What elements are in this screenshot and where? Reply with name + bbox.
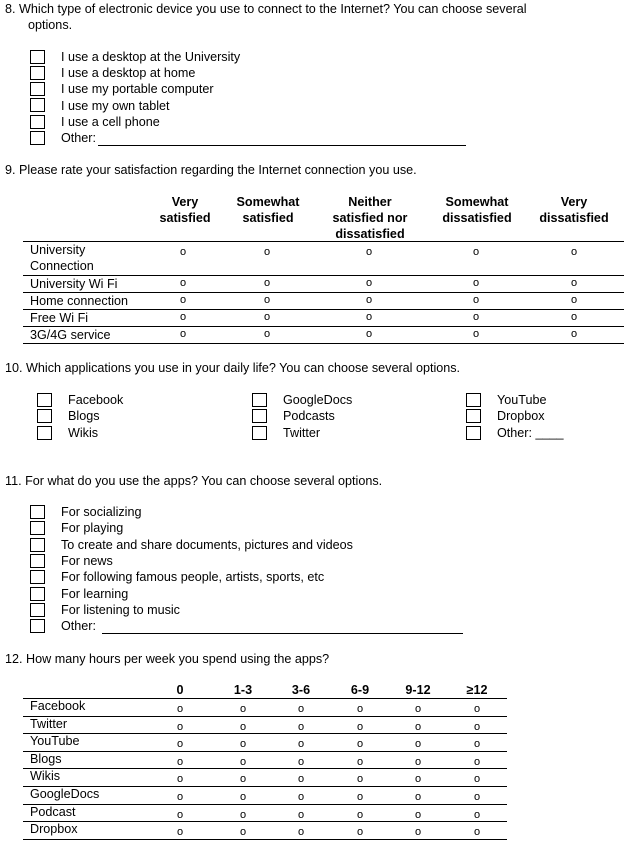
q10-checkbox[interactable] bbox=[466, 426, 481, 440]
q10-checkbox[interactable] bbox=[252, 393, 267, 407]
q10-option-label: Dropbox bbox=[497, 409, 545, 423]
q10-option-label: GoogleDocs bbox=[283, 393, 353, 407]
q12-row-rule bbox=[23, 733, 507, 734]
q9-row-rule bbox=[23, 309, 624, 310]
q9-row-label: 3G/4G service bbox=[30, 328, 111, 342]
q12-row-label: GoogleDocs bbox=[30, 787, 100, 801]
q12-radio-r5-c2[interactable]: o bbox=[297, 791, 305, 803]
q9-row-label: Home connection bbox=[30, 294, 129, 308]
q9-row-rule bbox=[23, 326, 624, 327]
q11-checkbox[interactable] bbox=[30, 570, 45, 584]
q11-option-label: For learning bbox=[61, 587, 129, 601]
q11-option-label: For news bbox=[61, 554, 113, 568]
q12-radio-r2-c0[interactable]: o bbox=[176, 738, 184, 751]
q9-col-header-text: Neither bbox=[348, 195, 392, 209]
q12-radio-r3-c3[interactable]: o bbox=[356, 755, 364, 768]
q12-radio-r3-c1[interactable]: o bbox=[239, 755, 247, 768]
q9-col-header-text: Very bbox=[171, 195, 199, 209]
q12-radio-r2-c2[interactable]: o bbox=[297, 738, 305, 751]
q8-option-label: I use a desktop at the University bbox=[61, 50, 241, 64]
q9-radio-r3-c2[interactable]: o bbox=[365, 311, 373, 323]
q10-option-label: Podcasts bbox=[283, 409, 335, 423]
q9-col-header-text: satisfied bbox=[159, 211, 211, 225]
q9-header-rule bbox=[23, 241, 624, 242]
q12-radio-r6-c3[interactable]: o bbox=[356, 808, 364, 821]
q10-option-label: Blogs bbox=[68, 409, 100, 423]
q12-radio-r5-c5[interactable]: o bbox=[473, 791, 481, 803]
q9-radio-r4-c2[interactable]: o bbox=[365, 328, 373, 340]
q9-col-header-text: Very bbox=[560, 195, 588, 209]
q9-col-header-text: dissatisfied bbox=[335, 227, 405, 241]
q9-radio-r4-c3[interactable]: o bbox=[472, 328, 480, 340]
q9-radio-r2-c0[interactable]: o bbox=[179, 294, 187, 306]
q10-option-label: Wikis bbox=[68, 426, 99, 440]
q12-radio-r1-c3[interactable]: o bbox=[356, 720, 364, 733]
q12-row-rule bbox=[23, 839, 507, 840]
q9-radio-r3-c3[interactable]: o bbox=[472, 311, 480, 323]
q12-radio-r1-c1[interactable]: o bbox=[239, 720, 247, 733]
q12-radio-r7-c2[interactable]: o bbox=[297, 826, 305, 839]
q11-option-label: Other: bbox=[61, 619, 96, 633]
q10-checkbox[interactable] bbox=[466, 393, 481, 407]
q8-option-label: I use a cell phone bbox=[61, 115, 160, 129]
q12-radio-r5-c4[interactable]: o bbox=[414, 791, 422, 803]
q9-row-label-text: University bbox=[30, 243, 86, 257]
q12-radio-r0-c1[interactable]: o bbox=[239, 703, 247, 715]
q12-radio-r2-c1[interactable]: o bbox=[239, 738, 247, 751]
q12-radio-r4-c0[interactable]: o bbox=[176, 773, 184, 786]
q8-checkbox[interactable] bbox=[30, 66, 45, 80]
q12-radio-r1-c0[interactable]: o bbox=[176, 720, 184, 733]
q9-col-header-text: dissatisfied bbox=[539, 211, 609, 225]
q11-checkbox[interactable] bbox=[30, 538, 45, 552]
q11-checkbox[interactable] bbox=[30, 603, 45, 617]
q12-row-label: YouTube bbox=[30, 734, 80, 749]
q12-col-header: 3-6 bbox=[291, 683, 311, 697]
q12-radio-r4-c4[interactable]: o bbox=[414, 773, 422, 786]
q11-checkbox[interactable] bbox=[30, 587, 45, 601]
q12-radio-r0-c0[interactable]: o bbox=[176, 703, 184, 715]
q10-option-label: YouTube bbox=[497, 393, 547, 407]
q12-radio-r5-c0[interactable]: o bbox=[176, 791, 184, 803]
q12-radio-r0-c4[interactable]: o bbox=[414, 703, 422, 715]
q11-checkbox[interactable] bbox=[30, 619, 45, 633]
q9-radio-r3-c1[interactable]: o bbox=[263, 311, 271, 323]
q12-radio-r7-c3[interactable]: o bbox=[356, 826, 364, 839]
q8-checkbox[interactable] bbox=[30, 50, 45, 64]
q12-col-header: 0 bbox=[176, 683, 184, 697]
q12-col-header: 9-12 bbox=[405, 683, 431, 697]
q12-row-label: Wikis bbox=[30, 769, 61, 784]
q9-radio-r2-c1[interactable]: o bbox=[263, 294, 271, 306]
q9-col-header bbox=[316, 194, 424, 242]
q12-question: 12. How many hours per week you spend using the apps? bbox=[5, 652, 330, 666]
q11-option-label: To create and share documents, pictures and videos bbox=[61, 538, 353, 552]
q9-row-label bbox=[30, 242, 94, 274]
q11-other-input[interactable] bbox=[102, 633, 463, 634]
q9-col-header-text: satisfied bbox=[242, 211, 294, 225]
q12-radio-r5-c3[interactable]: o bbox=[356, 791, 364, 803]
q10-option-label: Facebook bbox=[68, 393, 124, 407]
q12-radio-r1-c2[interactable]: o bbox=[297, 720, 305, 733]
q8-other-input[interactable] bbox=[98, 145, 466, 146]
q9-radio-r0-c1[interactable]: o bbox=[263, 246, 271, 258]
q10-checkbox[interactable] bbox=[252, 409, 267, 423]
q12-row-label: Blogs bbox=[30, 751, 62, 766]
q11-option-label: For playing bbox=[61, 521, 124, 535]
q12-radio-r6-c5[interactable]: o bbox=[473, 808, 481, 821]
q12-radio-r2-c3[interactable]: o bbox=[356, 738, 364, 751]
q10-option-label: Twitter bbox=[283, 426, 321, 440]
q10-question: 10. Which applications you use in your daily life? You can choose several options. bbox=[5, 361, 461, 375]
q9-radio-r3-c0[interactable]: o bbox=[179, 311, 187, 323]
q8-checkbox[interactable] bbox=[30, 82, 45, 96]
q8-checkbox[interactable] bbox=[30, 131, 45, 145]
q9-row-label: University Wi Fi bbox=[30, 277, 118, 291]
q12-row-rule bbox=[23, 716, 507, 717]
q12-radio-r3-c5[interactable]: o bbox=[473, 755, 481, 768]
q11-option-label: For following famous people, artists, sports, etc bbox=[61, 570, 325, 584]
q9-row-label: Free Wi Fi bbox=[30, 311, 89, 325]
q12-radio-r3-c4[interactable]: o bbox=[414, 755, 422, 768]
q9-radio-r1-c0[interactable]: o bbox=[179, 277, 187, 289]
q12-radio-r3-c2[interactable]: o bbox=[297, 755, 305, 768]
q12-col-header: 6-9 bbox=[350, 683, 370, 697]
q9-radio-r1-c3[interactable]: o bbox=[472, 277, 480, 289]
q8-option-label: I use a desktop at home bbox=[61, 66, 196, 80]
q12-radio-r0-c5[interactable]: o bbox=[473, 703, 481, 715]
q12-col-header: 1-3 bbox=[233, 683, 253, 697]
q12-col-header: ≥12 bbox=[466, 683, 488, 697]
q10-checkbox[interactable] bbox=[252, 426, 267, 440]
q12-radio-r4-c3[interactable]: o bbox=[356, 773, 364, 786]
q12-radio-r0-c3[interactable]: o bbox=[356, 703, 364, 715]
q9-radio-r2-c3[interactable]: o bbox=[472, 294, 480, 306]
q9-radio-r0-c0[interactable]: o bbox=[179, 246, 187, 258]
q9-radio-r0-c2[interactable]: o bbox=[365, 246, 373, 258]
q9-radio-r1-c4[interactable]: o bbox=[570, 277, 578, 289]
q12-radio-r1-c5[interactable]: o bbox=[473, 720, 481, 733]
q12-radio-r3-c0[interactable]: o bbox=[176, 755, 184, 768]
q10-checkbox[interactable] bbox=[37, 409, 52, 423]
q12-row-label: Podcast bbox=[30, 804, 76, 819]
q8-checkbox[interactable] bbox=[30, 98, 45, 112]
q12-radio-r6-c2[interactable]: o bbox=[297, 808, 305, 821]
q12-radio-r1-c4[interactable]: o bbox=[414, 720, 422, 733]
q10-checkbox[interactable] bbox=[37, 426, 52, 440]
q12-row-rule bbox=[23, 804, 507, 805]
q8-question-line1: 8. Which type of electronic device you use to connect to the Internet? You can choose several bbox=[5, 2, 527, 16]
q9-radio-r2-c4[interactable]: o bbox=[570, 294, 578, 306]
q9-radio-r2-c2[interactable]: o bbox=[365, 294, 373, 306]
q9-radio-r1-c1[interactable]: o bbox=[263, 277, 271, 289]
q11-checkbox[interactable] bbox=[30, 505, 45, 519]
q9-col-header bbox=[426, 194, 528, 226]
q12-radio-r2-c5[interactable]: o bbox=[473, 738, 481, 751]
q9-col-header-text: satisfied nor bbox=[332, 211, 408, 225]
q12-radio-r6-c1[interactable]: o bbox=[239, 808, 247, 821]
q9-col-header-text: Somewhat bbox=[445, 195, 509, 209]
q9-bottom-rule bbox=[23, 343, 624, 344]
q8-option-label: Other: bbox=[61, 131, 96, 145]
q12-row-rule bbox=[23, 821, 507, 822]
q9-col-header bbox=[225, 194, 311, 226]
q8-option-label: I use my own tablet bbox=[61, 99, 170, 113]
q12-row-rule bbox=[23, 768, 507, 769]
q8-checkbox[interactable] bbox=[30, 115, 45, 129]
q9-radio-r4-c0[interactable]: o bbox=[179, 328, 187, 340]
q12-radio-r4-c1[interactable]: o bbox=[239, 773, 247, 786]
q12-row-label: Twitter bbox=[30, 716, 68, 731]
q12-radio-r7-c0[interactable]: o bbox=[176, 826, 184, 839]
q9-question: 9. Please rate your satisfaction regarding the Internet connection you use. bbox=[5, 163, 417, 177]
q9-radio-r0-c4[interactable]: o bbox=[570, 246, 578, 258]
q12-radio-r7-c5[interactable]: o bbox=[473, 826, 481, 839]
q9-radio-r1-c2[interactable]: o bbox=[365, 277, 373, 289]
q9-radio-r4-c1[interactable]: o bbox=[263, 328, 271, 340]
q9-row-label-text: Connection bbox=[30, 259, 94, 273]
q12-radio-r2-c4[interactable]: o bbox=[414, 738, 422, 751]
q9-col-header bbox=[145, 194, 225, 226]
q11-checkbox[interactable] bbox=[30, 554, 45, 568]
q8-question-line2: options. bbox=[28, 18, 73, 32]
q11-question: 11. For what do you use the apps? You can choose several options. bbox=[5, 474, 383, 488]
q8-option-label: I use my portable computer bbox=[61, 82, 214, 96]
q12-header-rule bbox=[23, 698, 507, 699]
q12-radio-r6-c4[interactable]: o bbox=[414, 808, 422, 821]
q9-radio-r4-c4[interactable]: o bbox=[570, 328, 578, 340]
q11-checkbox[interactable] bbox=[30, 521, 45, 535]
q9-col-header-text: dissatisfied bbox=[442, 211, 512, 225]
q9-col-header-text: Somewhat bbox=[236, 195, 300, 209]
q12-radio-r7-c4[interactable]: o bbox=[414, 826, 422, 839]
q12-radio-r4-c2[interactable]: o bbox=[297, 773, 305, 786]
q12-radio-r7-c1[interactable]: o bbox=[239, 826, 247, 839]
q12-radio-r6-c0[interactable]: o bbox=[176, 808, 184, 821]
q12-radio-r4-c5[interactable]: o bbox=[473, 773, 481, 786]
q12-row-label: Dropbox bbox=[30, 822, 78, 837]
q12-row-label: Facebook bbox=[30, 699, 86, 713]
q9-radio-r0-c3[interactable]: o bbox=[472, 246, 480, 258]
q12-row-rule bbox=[23, 751, 507, 752]
q12-radio-r0-c2[interactable]: o bbox=[297, 703, 305, 715]
q10-checkbox[interactable] bbox=[466, 409, 481, 423]
q11-option-label: For socializing bbox=[61, 505, 142, 519]
q9-radio-r3-c4[interactable]: o bbox=[570, 311, 578, 323]
q12-radio-r5-c1[interactable]: o bbox=[239, 791, 247, 803]
q9-col-header bbox=[530, 194, 618, 226]
q10-option-label: Other: ____ bbox=[497, 426, 564, 440]
q10-checkbox[interactable] bbox=[37, 393, 52, 407]
q11-option-label: For listening to music bbox=[61, 603, 180, 617]
